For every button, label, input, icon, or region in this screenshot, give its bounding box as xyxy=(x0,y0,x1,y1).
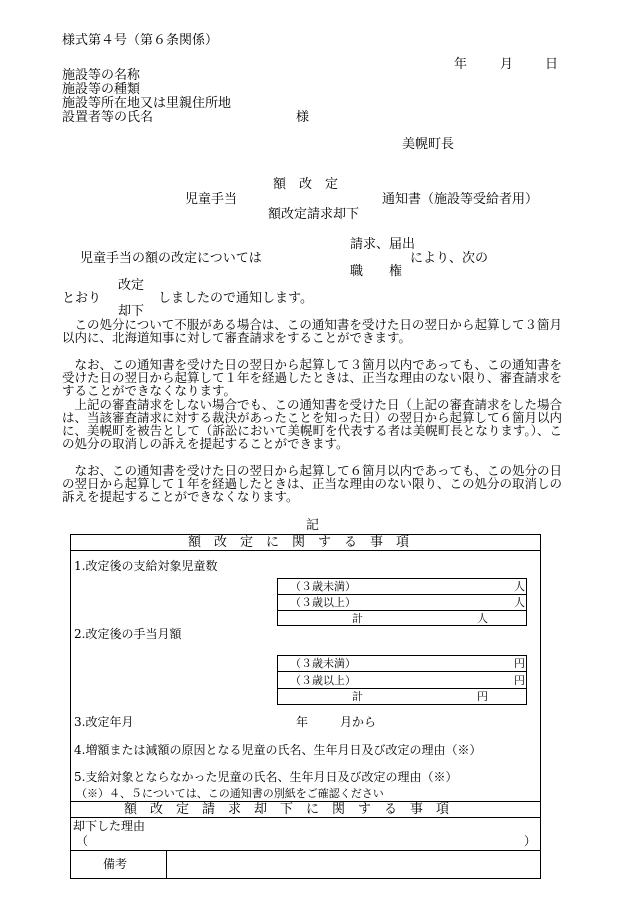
choice-revise: 改定 xyxy=(118,278,145,293)
date-day: 日 xyxy=(545,57,559,72)
under3-label: （３歳未満） xyxy=(290,580,356,593)
title-left: 児童手当 xyxy=(185,192,238,207)
item3-year: 年 xyxy=(296,715,309,729)
choice-reject: 却下 xyxy=(118,304,145,319)
table-header-revision: 額 改 定 に 関 す る 事 項 xyxy=(188,535,410,550)
date-month: 月 xyxy=(500,57,514,72)
title-right: 通知書（施設等受給者用） xyxy=(382,192,539,207)
count-total-label: 計 xyxy=(352,612,363,625)
field-facility-type: 施設等の種類 xyxy=(62,82,141,97)
remarks-field[interactable] xyxy=(167,851,540,878)
field-founder-name: 設置者等の氏名 xyxy=(62,110,154,125)
paren-close: ） xyxy=(524,834,537,848)
reject-reason-label: 却下した理由 xyxy=(73,819,146,833)
paragraph-4: なお、この通知書を受けた日の翌日から起算して６箇月以内であっても、この処分の日の翌日から起算して１年を経過したときは、正当な理由のない限り、この処分の取消しの訴えを提起することができなくなります。 xyxy=(62,463,563,504)
amount-total-unit: 円 xyxy=(477,690,488,703)
option-ex-officio: 職 権 xyxy=(350,264,403,279)
ki-mark: 記 xyxy=(306,518,320,533)
notify-sentence: しましたので通知します。 xyxy=(158,291,313,306)
table-header-reject: 額 改 定 請 求 却 下 に 関 す る 事 項 xyxy=(124,802,450,817)
under3-unit: 人 xyxy=(514,580,525,593)
item3-label: 3.改定年月 xyxy=(74,715,134,729)
title-line3: 額改定請求却下 xyxy=(268,207,360,222)
item5-label: 5.支給対象とならなかった児童の氏名、生年月日及び改定の理由（※） xyxy=(74,770,458,784)
remarks-label: 備考 xyxy=(103,857,128,871)
issuer: 美幌町長 xyxy=(402,137,455,152)
note-text: （※）４、５については、この通知書の別紙をご確認ください xyxy=(76,787,384,800)
main-sentence-right: により、次の xyxy=(410,251,489,266)
paragraph-2: なお、この通知書を受けた日の翌日から起算して３箇月以内であっても、この通知書を受けた日の翌日から起算して１年を経過したときは、正当な理由のない限り、審査請求をすることができなくなります。 xyxy=(62,357,563,398)
honorific: 様 xyxy=(296,110,310,125)
form-number: 様式第４号（第６条関係） xyxy=(62,33,219,48)
over3-label: （３歳以上） xyxy=(290,596,356,609)
item1-label: 1.改定後の支給対象児童数 xyxy=(74,559,218,573)
item3-from-month: 月から xyxy=(340,715,377,729)
paren-open: （ xyxy=(76,834,89,848)
field-facility-address: 施設等所在地又は里親住所地 xyxy=(62,96,232,111)
amount-under3-unit: 円 xyxy=(514,657,525,670)
item2-label: 2.改定後の手当月額 xyxy=(74,627,182,641)
toori: とおり xyxy=(62,291,102,306)
amount-total-label: 計 xyxy=(352,690,363,703)
paragraph-1: この処分について不服がある場合は、この通知書を受けた日の翌日から起算して３箇月以内に、北海道知事に対して審査請求をすることができます。 xyxy=(62,317,562,345)
date-year: 年 xyxy=(454,57,468,72)
item4-label: 4.増額または減額の原因となる児童の氏名、生年月日及び改定の理由（※） xyxy=(74,743,482,757)
amount-over3-label: （３歳以上） xyxy=(290,674,356,687)
amount-over3-unit: 円 xyxy=(514,674,525,687)
paragraph-3: 上記の審査請求をしない場合でも、この通知書を受けた日（上記の審査請求をした場合は、当該審査請求に対する裁決があったことを知った日）の翌日から起算して６箇月以内に、美幌町を被告として（訴訟において美幌町を代表する者は美幌町長となります。）、この処分の取消しの訴えを提起することができます。 xyxy=(62,397,563,451)
option-request: 請求、届出 xyxy=(350,237,416,252)
over3-unit: 人 xyxy=(514,596,525,609)
main-sentence-left: 児童手当の額の改定については xyxy=(80,251,262,266)
title-line1: 額 改 定 xyxy=(273,177,339,192)
count-total-unit: 人 xyxy=(477,612,488,625)
amount-under3-label: （３歳未満） xyxy=(290,657,356,670)
field-facility-name: 施設等の名称 xyxy=(62,68,141,83)
